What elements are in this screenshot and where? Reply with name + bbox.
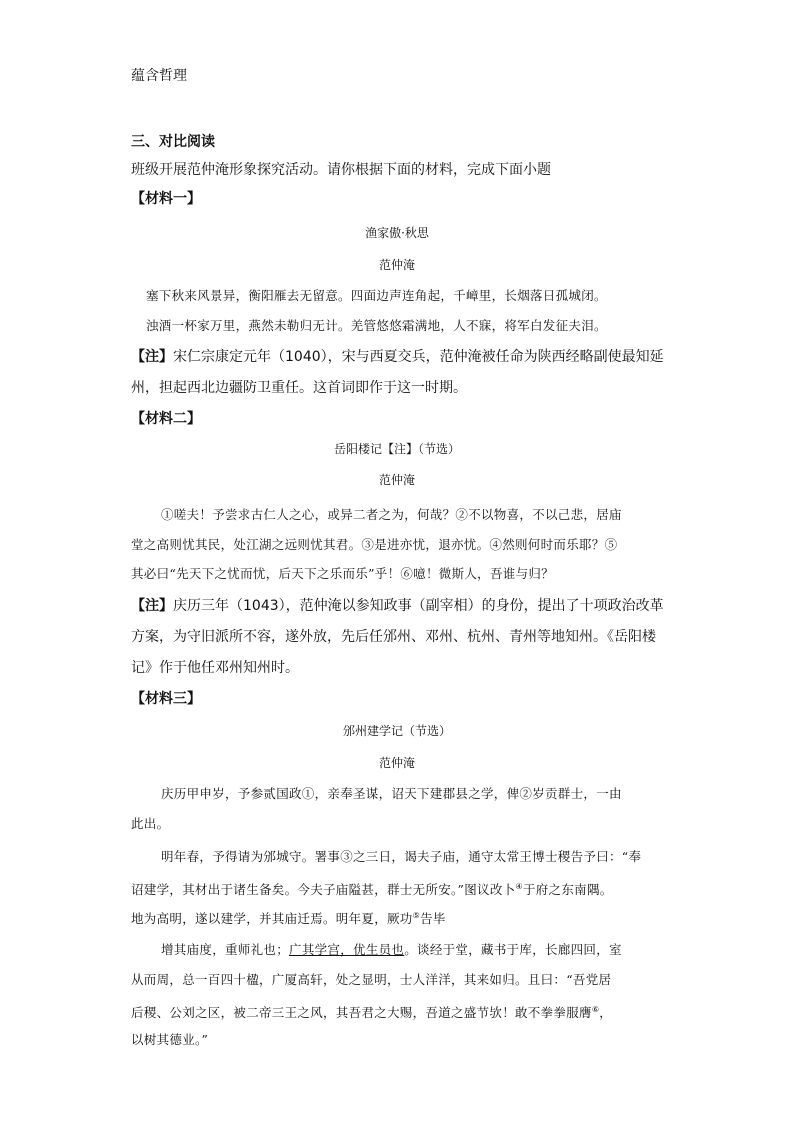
- note-label: 【注】: [131, 349, 173, 365]
- material-3-p2-line-1: 明年春，予得请为邠城守。署事③之三日，谒夫子庙，通守太常王博士稷告予曰：“奉: [161, 849, 642, 864]
- note-label: 【注】: [131, 598, 173, 614]
- underlined-phrase: 广其学宫，优生员也: [289, 942, 405, 957]
- material-1-title: 渔家傲·秋思: [365, 226, 429, 240]
- material-2-note-line-2: 方案，为守旧派所不容，遂外放，先后任邠州、邓州、杭州、青州等地知州。《岳阳楼: [131, 629, 656, 645]
- material-3-p2-line-3: [131, 906, 446, 929]
- material-2-title: 岳阳楼记【注】（节选）: [333, 442, 460, 456]
- material-2-line-3: 其必曰“先天下之忧而忧，后天下之乐而乐”乎！⑥噫！微斯人，吾谁与归？: [131, 566, 554, 581]
- text-segment: 于府之东南隅。: [522, 882, 613, 898]
- text-segment: ，: [599, 1005, 613, 1021]
- poem-line-1: 塞下秋来风景异，衡阳雁去无留意。四面边声连角起，千嶂里，长烟落日孤城闭。: [146, 288, 607, 303]
- text-segment: 增其庙度，重师礼也；: [161, 942, 290, 957]
- material-3-p2-line-2: [131, 877, 613, 900]
- text-segment: 后稷、公刘之区，被二帝三王之风，其吾君之大赐，吾道之盛节欤！敢不拳拳服膺: [131, 1005, 592, 1021]
- material-3-author: 范仲淹: [378, 756, 415, 770]
- material-1-label: 【材料一】: [131, 191, 201, 207]
- material-2-author: 范仲淹: [378, 473, 415, 487]
- text-segment: 告毕: [420, 911, 446, 927]
- material-3-p1-line-1: 庆历甲申岁，予参贰国政①，亲奉圣谋，诏天下建郡县之学，俾②岁贡群士，一由: [161, 786, 622, 801]
- poem-line-2: 浊酒一杯家万里，燕然未勒归无计。羌管悠悠霜满地，人不寐，将军白发征夫泪。: [146, 318, 607, 333]
- material-3-p3-line-4: 以树其德业。”: [131, 1032, 209, 1047]
- footnote-marker: ④: [515, 882, 523, 891]
- footnote-marker: ⑥: [591, 1005, 600, 1014]
- instruction-text: 班级开展范仲淹形象探究活动。请你根据下面的材料，完成下面小题: [131, 162, 551, 178]
- material-1-note-line-2: 州，担起西北边疆防卫重任。这首词即作于这一时期。: [131, 380, 467, 396]
- material-3-label: 【材料三】: [131, 691, 201, 707]
- material-3-title: 邠州建学记（节选）: [342, 724, 451, 738]
- text-segment: 。谈经于堂，藏书于库，长廊四回，室: [404, 942, 622, 957]
- section-title: 三、对比阅读: [131, 134, 215, 150]
- material-2-note-line-1: [131, 596, 664, 616]
- text-segment: 诏建学，其材出于诸生备矣。今夫子庙隘甚，群士无所安。”图议改卜: [131, 882, 516, 898]
- material-2-label: 【材料二】: [131, 411, 201, 427]
- footnote-marker: ⑤: [412, 911, 421, 920]
- material-1-note-line-1: [131, 347, 664, 367]
- material-3-p1-line-2: 此出。: [131, 816, 170, 831]
- material-3-p3-line-3: [131, 1000, 612, 1023]
- material-2-line-2: 堂之高则忧其民，处江湖之远则忧其君。③是进亦忧，退亦忧。④然则何时而乐耶？⑤: [131, 537, 618, 552]
- material-3-p3-line-2: 从而周，总一百四十楹，广厦高轩，处之显明，士人洋洋，其来如归。且曰：“吾党居: [131, 972, 612, 987]
- note-text: 宋仁宗康定元年（1040），宋与西夏交兵，范仲淹被任命为陕西经略副使最知延: [173, 349, 664, 365]
- material-2-line-1: ①嗟夫！予尝求古仁人之心，或异二者之为，何哉？②不以物喜，不以己悲，居庙: [161, 507, 622, 522]
- material-1-author: 范仲淹: [378, 258, 415, 272]
- note-text: 庆历三年（1043），范仲淹以参知政事（副宰相）的身份，提出了十项政治改革: [173, 598, 664, 614]
- text-segment: 地为高明，遂以建学，并其庙迁焉。明年夏，厥功: [131, 911, 413, 927]
- material-3-p3-line-1: [161, 940, 622, 960]
- material-2-note-line-3: 记》作于他任邓州知州时。: [131, 660, 299, 676]
- section-heading-philosophy: 蕴含哲理: [131, 68, 187, 84]
